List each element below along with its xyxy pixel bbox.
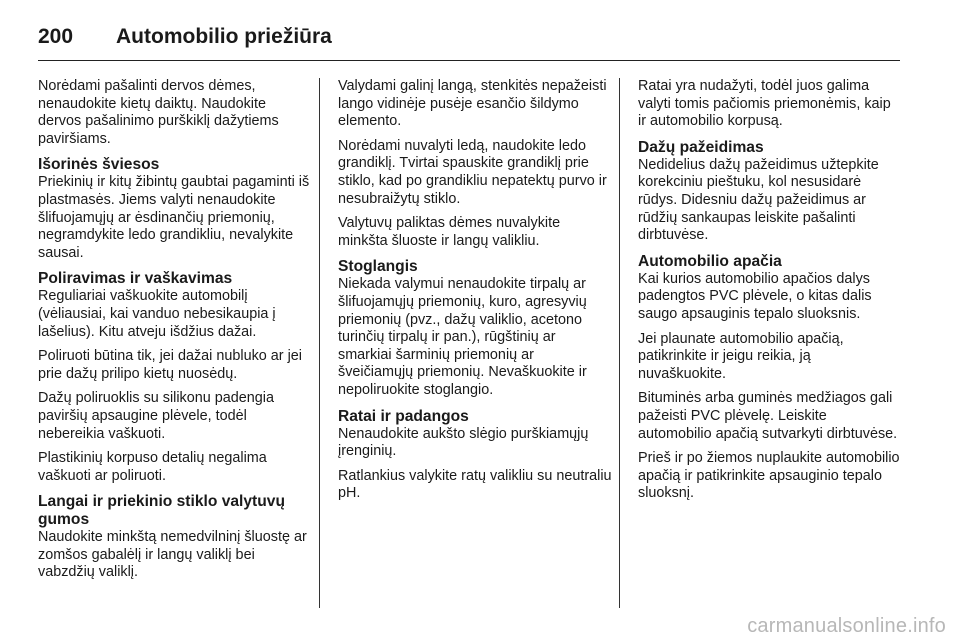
paragraph: Naudokite minkštą nemedvilninį šluostę ar zomšos gabalėlį ir langų valiklį bei vabzdžių valiklį. (38, 529, 307, 581)
paragraph: Bituminės arba guminės medžiagos gali pažeisti PVC plėvelę. Leiskite automobilio apačią sutvarkyti dirbtuvėse. (638, 390, 898, 442)
section-heading: Stoglangis (338, 258, 418, 276)
section-heading: Poliravimas ir vaškavimas (38, 270, 233, 288)
section-heading: Langai ir priekinio stiklo valytuvų gumos (38, 493, 285, 529)
paragraph: Prieš ir po žiemos nuplaukite automobilio apačią ir patikrinkite apsauginio tepalo sluoksnį. (638, 450, 900, 502)
paragraph: Poliruoti būtina tik, jei dažai nubluko ar jei prie dažų prilipo kietų nuosėdų. (38, 348, 302, 382)
page-header (38, 14, 900, 61)
section-heading: Dažų pažeidimas (638, 138, 764, 156)
column-3 (620, 78, 902, 608)
paragraph: Norėdami nuvalyti ledą, naudokite ledo grandiklį. Tvirtai spauskite grandiklį prie stiklo, kad po grandikliu nepatektų purvo ir nesubraižytų stiklo. (338, 137, 607, 207)
text-columns (38, 78, 902, 608)
paragraph: Jei plaunate automobilio apačią, patikrinkite ir jeigu reikia, ją nuvaškuokite. (638, 330, 844, 382)
paragraph: Valytuvų paliktas dėmes nuvalykite minkšta šluoste ir langų valikliu. (338, 215, 561, 249)
paragraph: Plastikinių korpuso detalių negalima vaškuoti ar poliruoti. (38, 450, 267, 484)
watermark[interactable]: carmanualsonline.info (747, 615, 946, 637)
paragraph: Ratlankius valykite ratų valikliu su neutraliu pH. (338, 467, 612, 502)
section-heading: Automobilio apačia (638, 252, 782, 270)
section-heading: Ratai ir padangos (338, 407, 469, 425)
paragraph: Norėdami pašalinti dervos dėmes, nenaudokite kietų daiktų. Naudokite dervos pašalinimo purškiklį dažytiems paviršiams. (38, 78, 279, 147)
column-1 (38, 78, 320, 608)
paragraph: Reguliariai vaškuokite automobilį (vėliausiai, kai vanduo nebesikaupia į lašelius). Kitu atveju išdžius dažai. (38, 288, 276, 340)
paragraph: Nenaudokite aukšto slėgio purškiamųjų įrenginių. (338, 425, 589, 460)
paragraph: Ratai yra nudažyti, todėl juos galima valyti tomis pačiomis priemonėmis, kaip ir automobilio korpusą. (638, 78, 891, 130)
paragraph: Kai kurios automobilio apačios dalys padengtos PVC plėvele, o kitas dalis saugo apsauginis tepalo sluoksnis. (638, 270, 872, 322)
page-title: Automobilio priežiūra (116, 25, 332, 48)
paragraph: Niekada valymui nenaudokite tirpalų ar šlifuojamųjų priemonių, kuro, agresyvių priemonių (pvz., dažų valiklio, acetono turinčių tirpalų ir pan.), rūgštinių ar smarkiai šarminių priemonių ar šveičiamųjų priemonių. Nevaškuokite ir nepoliruokite stoglangio. (338, 276, 587, 398)
column-2 (320, 78, 620, 608)
paragraph: Dažų poliruoklis su silikonu padengia paviršių apsaugine plėvele, todėl nebereikia vaškuoti. (38, 390, 274, 442)
section-heading: Išorinės šviesos (38, 156, 160, 174)
paragraph: Nedidelius dažų pažeidimus užtepkite korekciniu pieštuku, kol nesusidarė rūdys. Didesniu dažų pažeidimus ar rūdžių sankaupas leiskite pašalinti dirbtuvėse. (638, 156, 879, 244)
paragraph: Valydami galinį langą, stenkitės nepažeisti lango vidinėje pusėje esančio šildymo elemento. (338, 78, 607, 130)
page-number: 200 (38, 25, 74, 48)
paragraph: Priekinių ir kitų žibintų gaubtai pagaminti iš plastmasės. Jiems valyti nenaudokite šlifuojamųjų ar ėsdinančių priemonių, negramdykite ledo grandikliu, nevalykite sausai. (38, 174, 310, 261)
